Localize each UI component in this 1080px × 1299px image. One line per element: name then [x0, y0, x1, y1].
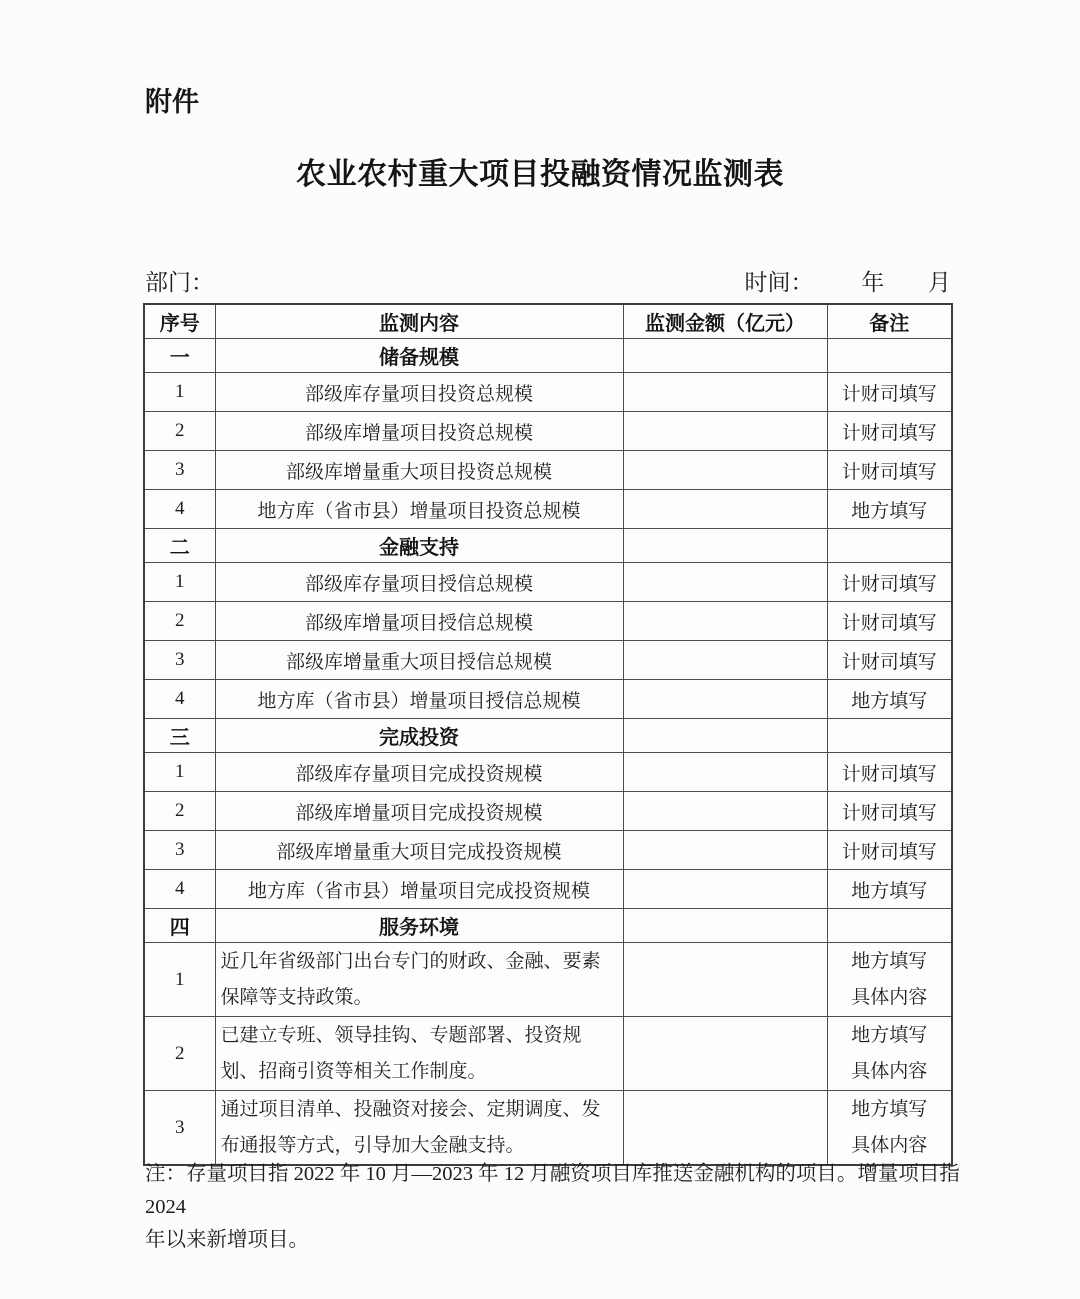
remark-line: 具体内容	[851, 986, 928, 1008]
row-remark	[827, 719, 952, 753]
time-group	[745, 264, 952, 297]
row-amount	[623, 909, 827, 943]
row-content: 近几年省级部门出台专门的财政、金融、要素保障等支持政策。	[215, 943, 623, 1017]
table-row	[144, 792, 952, 831]
row-amount	[623, 792, 827, 831]
row-content: 地方库（省市县）增量项目投资总规模	[215, 490, 623, 529]
row-content: 服务环境	[215, 909, 623, 943]
header-seq-number: 序号	[144, 304, 215, 339]
row-remark: 计财司填写	[827, 602, 952, 641]
row-content: 部级库增量项目完成投资规模	[215, 792, 623, 831]
row-remark	[827, 1091, 952, 1166]
table-row	[144, 1091, 952, 1166]
row-amount	[623, 563, 827, 602]
row-seq-number: 1	[144, 373, 215, 412]
row-remark: 地方填写	[827, 870, 952, 909]
row-seq-number: 1	[144, 563, 215, 602]
row-content: 完成投资	[215, 719, 623, 753]
page-title: 农业农村重大项目投融资情况监测表	[296, 158, 784, 191]
monitor-table-body	[144, 339, 952, 1166]
row-remark: 计财司填写	[827, 753, 952, 792]
footnote	[145, 1158, 960, 1257]
header-remark: 备注	[827, 304, 952, 339]
row-amount	[623, 680, 827, 719]
row-seq-number: 1	[144, 943, 215, 1017]
row-seq-number: 2	[144, 602, 215, 641]
row-amount	[623, 943, 827, 1017]
row-seq-number: 1	[144, 753, 215, 792]
row-seq-number: 4	[144, 680, 215, 719]
row-content: 部级库增量项目投资总规模	[215, 412, 623, 451]
row-amount	[623, 719, 827, 753]
row-seq-number: 3	[144, 1091, 215, 1166]
table-row	[144, 1017, 952, 1091]
row-amount	[623, 529, 827, 563]
table-row	[144, 831, 952, 870]
row-content: 部级库存量项目投资总规模	[215, 373, 623, 412]
table-row	[144, 373, 952, 412]
remark-line: 地方填写	[851, 950, 928, 972]
row-content: 部级库增量重大项目投资总规模	[215, 451, 623, 490]
row-remark: 计财司填写	[827, 451, 952, 490]
row-seq-number: 三	[144, 719, 215, 753]
row-seq-number: 2	[144, 1017, 215, 1091]
row-seq-number: 四	[144, 909, 215, 943]
row-seq-number: 4	[144, 870, 215, 909]
time-label: 时间：	[744, 270, 814, 295]
row-content: 部级库增量重大项目完成投资规模	[215, 831, 623, 870]
row-remark	[827, 909, 952, 943]
row-amount	[623, 339, 827, 373]
row-content: 部级库存量项目完成投资规模	[215, 753, 623, 792]
remark-line: 地方填写	[851, 1024, 928, 1046]
row-seq-number: 3	[144, 641, 215, 680]
row-remark: 计财司填写	[827, 792, 952, 831]
section-row	[144, 719, 952, 753]
row-remark: 计财司填写	[827, 373, 952, 412]
attachment-label: 附件	[145, 87, 199, 117]
time-month-label: 月	[928, 270, 951, 295]
row-content: 地方库（省市县）增量项目授信总规模	[215, 680, 623, 719]
table-row	[144, 870, 952, 909]
monitor-table	[143, 303, 953, 1166]
section-row	[144, 909, 952, 943]
table-row	[144, 490, 952, 529]
row-remark: 计财司填写	[827, 831, 952, 870]
table-row	[144, 451, 952, 490]
row-amount	[623, 870, 827, 909]
meta-row	[145, 264, 951, 297]
section-row	[144, 339, 952, 373]
table-header-row	[144, 304, 952, 339]
row-remark: 计财司填写	[827, 412, 952, 451]
row-remark: 计财司填写	[827, 563, 952, 602]
remark-line: 具体内容	[851, 1060, 928, 1082]
row-amount	[623, 1017, 827, 1091]
row-amount	[623, 373, 827, 412]
row-content: 地方库（省市县）增量项目完成投资规模	[215, 870, 623, 909]
row-seq-number: 一	[144, 339, 215, 373]
row-remark	[827, 339, 952, 373]
row-seq-number: 3	[144, 451, 215, 490]
row-remark	[827, 1017, 952, 1091]
table-row	[144, 641, 952, 680]
row-remark: 地方填写	[827, 680, 952, 719]
table-row	[144, 680, 952, 719]
row-remark: 地方填写	[827, 490, 952, 529]
row-content: 部级库存量项目授信总规模	[215, 563, 623, 602]
header-monitor-amount: 监测金额（亿元）	[623, 304, 827, 339]
row-seq-number: 2	[144, 792, 215, 831]
row-remark	[827, 943, 952, 1017]
row-amount	[623, 451, 827, 490]
table-row	[144, 602, 952, 641]
table-row	[144, 412, 952, 451]
remark-line: 具体内容	[851, 1134, 928, 1156]
row-content: 金融支持	[215, 529, 623, 563]
row-amount	[623, 1091, 827, 1166]
row-seq-number: 3	[144, 831, 215, 870]
row-content: 已建立专班、领导挂钩、专题部署、投资规划、招商引资等相关工作制度。	[215, 1017, 623, 1091]
department-label: 部门：	[145, 270, 214, 295]
table-row	[144, 753, 952, 792]
row-content: 部级库增量重大项目授信总规模	[215, 641, 623, 680]
table-row	[144, 943, 952, 1017]
time-year-label: 年	[861, 270, 885, 295]
row-content: 部级库增量项目授信总规模	[215, 602, 623, 641]
section-row	[144, 529, 952, 563]
row-seq-number: 2	[144, 412, 215, 451]
remark-line: 地方填写	[851, 1098, 928, 1120]
row-amount	[623, 602, 827, 641]
row-content: 通过项目清单、投融资对接会、定期调度、发布通报等方式，引导加大金融支持。	[215, 1091, 623, 1166]
row-content: 储备规模	[215, 339, 623, 373]
row-seq-number: 二	[144, 529, 215, 563]
row-amount	[623, 412, 827, 451]
header-monitor-content: 监测内容	[215, 304, 623, 339]
footnote-line-2: 年以来新增项目。	[145, 1229, 309, 1251]
footnote-line-1: 注：存量项目指 2022 年 10 月—2023 年 12 月融资项目库推送金融机构的项目。增量项目指 2024	[145, 1163, 960, 1218]
row-amount	[623, 831, 827, 870]
row-amount	[623, 490, 827, 529]
row-amount	[623, 641, 827, 680]
table-row	[144, 563, 952, 602]
row-amount	[623, 753, 827, 792]
row-seq-number: 4	[144, 490, 215, 529]
row-remark: 计财司填写	[827, 641, 952, 680]
row-remark	[827, 529, 952, 563]
